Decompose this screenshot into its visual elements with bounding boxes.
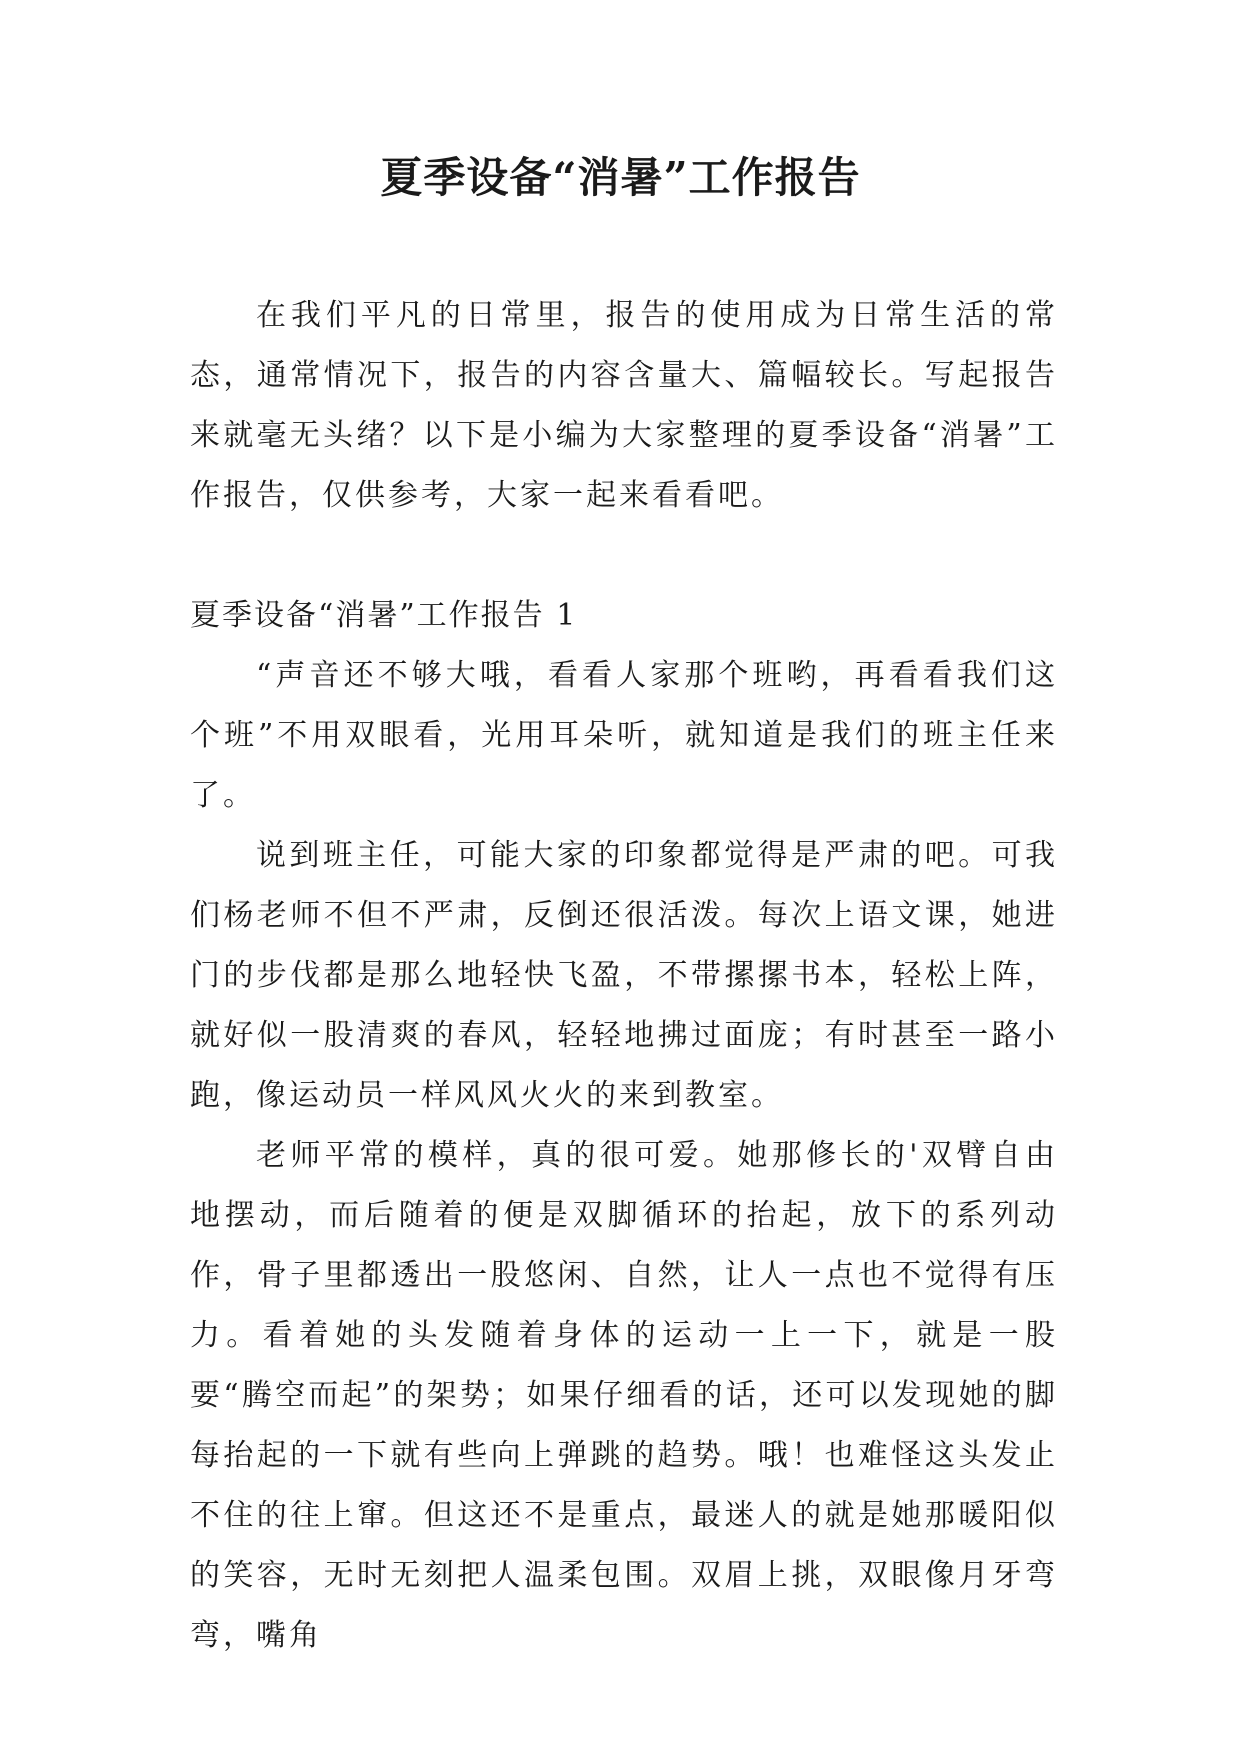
document-title: 夏季设备“消暑”工作报告 [380,153,861,202]
document-body [190,286,1058,1666]
body-paragraph: 老师平常的模样，真的很可爱。她那修长的'双臂自由地摆动，而后随着的便是双脚循环的抬起，放下的系列动作，骨子里都透出一股悠闲、自然，让人一点也不觉得有压力。看着她的头发随着身体的运动一上一下，就是一股要“腾空而起”的架势；如果仔细看的话，还可以发现她的脚每抬起的一下就有些向上弹跳的趋势。哦！也难怪这头发止不住的往上窜。但这还不是重点，最迷人的就是她那暖阳似的笑容，无时无刻把人温柔包围。双眉上挑，双眼像月牙弯弯，嘴角 [190,1138,1058,1653]
section-heading: 夏季设备“消暑”工作报告 1 [190,598,578,633]
body-paragraph: 说到班主任，可能大家的印象都觉得是严肃的吧。可我们杨老师不但不严肃，反倒还很活泼。每次上语文课，她进门的步伐都是那么地轻快飞盈，不带摞摞书本，轻松上阵，就好似一股清爽的春风，轻轻地拂过面庞；有时甚至一路小跑，像运动员一样风风火火的来到教室。 [190,838,1058,1113]
body-paragraph: “声音还不够大哦，看看人家那个班哟，再看看我们这个班”不用双眼看，光用耳朵听，就知道是我们的班主任来了。 [190,658,1058,813]
intro-paragraph: 在我们平凡的日常里，报告的使用成为日常生活的常态，通常情况下，报告的内容含量大、篇幅较长。写起报告来就毫无头绪？以下是小编为大家整理的夏季设备“消暑”工作报告，仅供参考，大家一起来看看吧。 [190,298,1058,513]
